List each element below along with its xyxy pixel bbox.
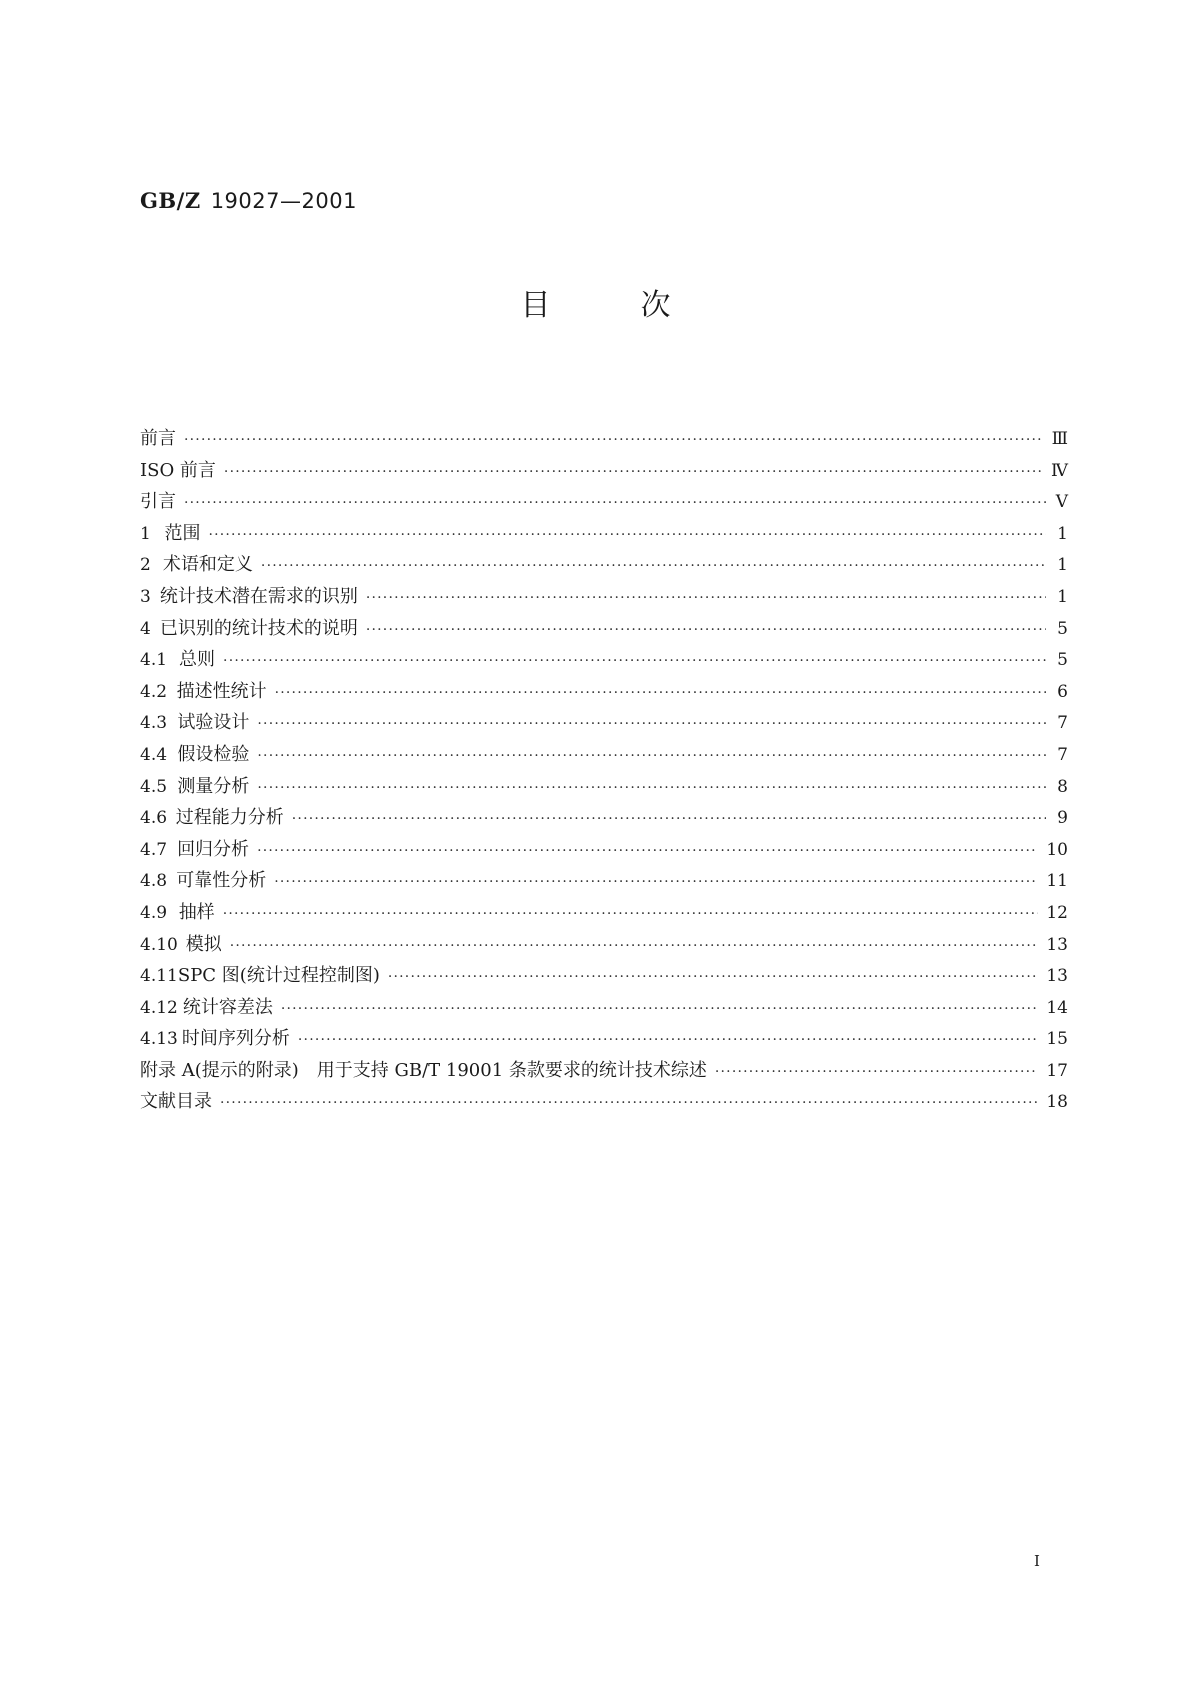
- toc-section-number: 4.5: [140, 776, 168, 797]
- toc-label: 术语和定义: [162, 554, 253, 576]
- toc-section-number: 4.9: [140, 902, 168, 923]
- toc-page-number: 1: [1057, 555, 1068, 576]
- toc-entry[interactable]: [140, 1056, 1068, 1088]
- toc-entry[interactable]: [140, 1087, 1068, 1119]
- toc-section-number: 4.11: [140, 966, 178, 987]
- toc-section-number: 4.13: [140, 1029, 178, 1050]
- toc-label: 回归分析: [177, 838, 250, 860]
- toc-leader-dots: [257, 716, 1046, 732]
- toc-section-number: 2: [140, 555, 151, 576]
- toc-label: 统计容差法: [182, 996, 273, 1018]
- toc-section-number: 4.7: [140, 839, 168, 860]
- toc-leader-dots: [366, 590, 1046, 606]
- toc-page-number: 7: [1057, 744, 1068, 765]
- toc-leader-dots: [208, 527, 1046, 543]
- toc-page-number: 18: [1046, 1092, 1068, 1113]
- toc-label: 模拟: [185, 933, 222, 955]
- toc-page-number: Ⅳ: [1051, 460, 1068, 481]
- toc-section-number: 4.4: [140, 744, 168, 765]
- toc-page-number: 10: [1046, 839, 1068, 860]
- toc-entry[interactable]: [140, 1024, 1068, 1056]
- toc-leader-dots: [257, 843, 1038, 859]
- toc-label: 前言: [140, 428, 176, 449]
- toc-entry[interactable]: [140, 582, 1068, 614]
- toc-label: 试验设计: [177, 712, 250, 734]
- toc-entry[interactable]: [140, 803, 1068, 835]
- toc-label: 文献目录: [140, 1091, 212, 1113]
- page-title: 目次: [520, 288, 761, 323]
- toc-section-number: 4.1: [140, 650, 168, 671]
- toc-entry[interactable]: [140, 866, 1068, 898]
- standard-number: 19027—2001: [210, 189, 357, 213]
- toc-leader-dots: [715, 1064, 1038, 1080]
- toc-page-number: 1: [1057, 586, 1068, 607]
- toc-leader-dots: [230, 938, 1039, 954]
- toc-entry[interactable]: [140, 645, 1068, 677]
- toc-label: 过程能力分析: [175, 807, 284, 829]
- toc-page-number: 1: [1057, 523, 1068, 544]
- toc-label: 抽样: [178, 901, 215, 923]
- toc-entry[interactable]: [140, 898, 1068, 930]
- toc-entry[interactable]: [140, 424, 1068, 456]
- toc-leader-dots: [184, 495, 1046, 511]
- toc-section-number: 4.2: [140, 681, 168, 702]
- toc-section-number: 3: [140, 586, 151, 607]
- toc-leader-dots: [275, 685, 1046, 701]
- toc-label: 时间序列分析: [181, 1028, 290, 1050]
- toc-leader-dots: [223, 906, 1039, 922]
- toc-page-number: 13: [1046, 934, 1068, 955]
- toc-page-number: Ⅲ: [1051, 429, 1068, 449]
- toc-leader-dots: [220, 1095, 1038, 1111]
- toc-page-number: 13: [1046, 966, 1068, 987]
- toc-label: 统计技术潜在需求的识别: [159, 585, 358, 607]
- toc-entry[interactable]: [140, 519, 1068, 551]
- toc-leader-dots: [223, 653, 1046, 669]
- toc-label: 测量分析: [177, 775, 250, 797]
- toc-label: 范围: [164, 522, 201, 544]
- toc-leader-dots: [224, 464, 1043, 480]
- page-number: Ⅰ: [1034, 1552, 1040, 1570]
- toc-section-number: 4.12: [140, 997, 178, 1018]
- toc-entry[interactable]: [140, 993, 1068, 1025]
- standard-code: [140, 188, 357, 213]
- toc-section-number: 4.10: [140, 934, 178, 955]
- toc-entry[interactable]: [140, 740, 1068, 772]
- toc-entry[interactable]: [140, 930, 1068, 962]
- toc-label: SPC 图(统计过程控制图): [177, 965, 380, 987]
- toc-entry[interactable]: [140, 677, 1068, 709]
- toc-page-number: 7: [1057, 713, 1068, 734]
- toc-page-number: 15: [1046, 1029, 1068, 1050]
- toc-entry[interactable]: [140, 961, 1068, 993]
- toc-leader-dots: [298, 1032, 1038, 1048]
- toc-page-number: 11: [1046, 871, 1068, 892]
- toc-entry[interactable]: [140, 835, 1068, 867]
- toc-label: 描述性统计: [176, 680, 267, 702]
- toc-page-number: 5: [1057, 618, 1068, 639]
- toc-leader-dots: [281, 1001, 1039, 1017]
- toc-label: ISO 前言: [140, 459, 216, 481]
- toc-label: 已识别的统计技术的说明: [159, 617, 358, 639]
- toc-page-number: 9: [1057, 808, 1068, 829]
- toc-page-number: 5: [1057, 650, 1068, 671]
- toc-entry[interactable]: [140, 614, 1068, 646]
- toc-label: 附录 A(提示的附录) 用于支持 GB/T 19001 条款要求的统计技术综述: [140, 1059, 707, 1081]
- toc-label: 总则: [179, 649, 216, 671]
- standard-prefix: GB/Z: [140, 188, 201, 213]
- toc-page-number: 12: [1046, 902, 1068, 923]
- toc-leader-dots: [388, 969, 1039, 985]
- toc-label: 引言: [140, 491, 176, 513]
- toc-leader-dots: [257, 748, 1046, 764]
- toc-page-number: Ⅴ: [1055, 492, 1068, 513]
- toc-page-number: 8: [1057, 776, 1068, 797]
- toc-section-number: 1: [140, 523, 151, 544]
- toc-section-number: 4: [140, 618, 151, 639]
- toc-leader-dots: [274, 874, 1038, 890]
- toc-entry[interactable]: [140, 708, 1068, 740]
- toc-section-number: 4.3: [140, 713, 168, 734]
- toc-entry[interactable]: [140, 456, 1068, 488]
- toc-entry[interactable]: [140, 772, 1068, 804]
- toc-page-number: 6: [1057, 681, 1068, 702]
- toc-entry[interactable]: [140, 550, 1068, 582]
- toc-label: 假设检验: [177, 743, 250, 765]
- toc-page-number: 14: [1046, 997, 1068, 1018]
- toc-leader-dots: [184, 432, 1044, 448]
- toc-leader-dots: [366, 622, 1046, 638]
- toc-section-number: 4.6: [140, 808, 168, 829]
- toc-entry[interactable]: [140, 487, 1068, 519]
- toc-leader-dots: [257, 780, 1046, 796]
- toc-leader-dots: [292, 811, 1046, 827]
- toc-section-number: 4.8: [140, 871, 168, 892]
- toc-leader-dots: [261, 558, 1046, 574]
- toc-label: 可靠性分析: [176, 870, 267, 892]
- table-of-contents: [140, 424, 1068, 1119]
- toc-page-number: 17: [1046, 1060, 1068, 1081]
